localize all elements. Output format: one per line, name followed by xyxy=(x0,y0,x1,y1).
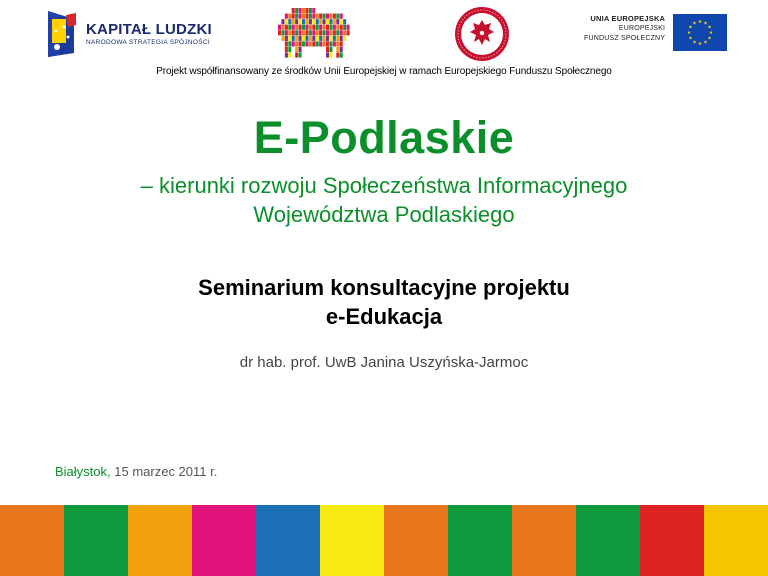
color-stripe xyxy=(64,505,128,576)
subtitle xyxy=(0,171,768,229)
author: dr hab. prof. UwB Janina Uszyńska-Jarmoc xyxy=(239,354,529,371)
bison-logo-icon xyxy=(278,8,350,58)
color-stripe xyxy=(512,505,576,576)
kapital-ludzki-emblem-icon xyxy=(44,9,78,59)
eu-logo xyxy=(584,14,727,51)
logo-bar xyxy=(0,0,768,68)
kapital-ludzki-subtitle: NARODOWA STRATEGIA SPÓJNOŚCI xyxy=(86,39,210,46)
date: 15 marzec 2011 r. xyxy=(110,464,218,479)
page-title: E-Podlaskie xyxy=(253,112,515,163)
color-stripe xyxy=(640,505,704,576)
color-stripe-footer xyxy=(0,505,768,576)
place: Białystok, xyxy=(55,464,111,479)
place-date xyxy=(55,464,217,479)
color-stripe xyxy=(256,505,320,576)
cofinancing-note: Projekt współfinansowany ze środków Unii Europejskiej w ramach Europejskiego Funduszu Społecznego xyxy=(156,66,612,77)
color-stripe xyxy=(192,505,256,576)
eu-line3: FUNDUSZ SPOŁECZNY xyxy=(584,34,666,42)
kapital-ludzki-title: KAPITAŁ LUDZKI xyxy=(86,21,212,38)
eu-title: UNIA EUROPEJSKA xyxy=(590,14,666,23)
color-stripe xyxy=(384,505,448,576)
color-stripe xyxy=(320,505,384,576)
kapital-ludzki-logo xyxy=(44,6,212,62)
color-stripe xyxy=(576,505,640,576)
eu-flag-icon xyxy=(673,14,727,51)
color-stripe xyxy=(704,505,768,576)
university-emblem-icon xyxy=(454,6,510,62)
color-stripe xyxy=(448,505,512,576)
seminar-title xyxy=(0,273,768,331)
color-stripe xyxy=(0,505,64,576)
eu-line2: EUROPEJSKI xyxy=(618,25,666,32)
seminar-line-1: Seminarium konsultacyjne projektu xyxy=(198,275,570,300)
subtitle-line-1: – kierunki rozwoju Społeczeństwa Informacyjnego xyxy=(140,173,628,198)
color-stripe xyxy=(128,505,192,576)
seminar-line-2: e-Edukacja xyxy=(325,304,443,329)
subtitle-line-2: Województwa Podlaskiego xyxy=(253,202,515,227)
